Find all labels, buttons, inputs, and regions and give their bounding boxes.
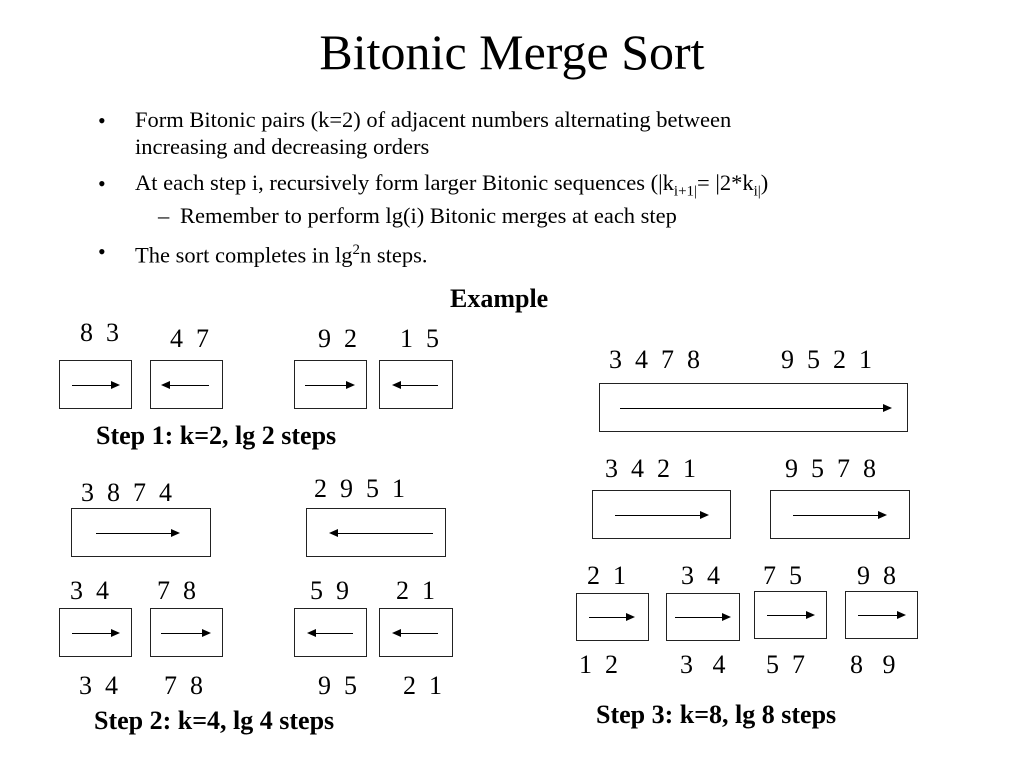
- bullet-dot: •: [98, 171, 106, 196]
- right-arrow-icon: [72, 633, 118, 634]
- bullet-2-mid: = |2*k: [697, 170, 754, 195]
- step-3-box-3: [754, 591, 827, 639]
- sub-bullet-1: Remember to perform lg(i) Bitonic merges at each step: [180, 203, 677, 228]
- bullet-2-post: ): [760, 170, 769, 195]
- step-3-result-pair-3: 5 7: [766, 650, 805, 679]
- step-3-result-pair-1: 1 2: [579, 650, 618, 679]
- step-1-box-1: [59, 360, 132, 409]
- step-2-result-pair-4: 2 1: [403, 671, 442, 700]
- step-2-box-3: [294, 608, 367, 657]
- left-arrow-icon: [394, 633, 438, 634]
- step-3-low-pair-2: 3 4: [681, 561, 720, 590]
- step-2-label: Step 2: k=4, lg 4 steps: [94, 706, 335, 735]
- step-3-result-pair-2: 3 4: [680, 650, 726, 679]
- left-arrow-icon: [309, 633, 353, 634]
- bullet-3-pre: The sort completes in lg: [135, 242, 353, 268]
- example-heading: Example: [450, 284, 549, 313]
- right-arrow-icon: [793, 515, 885, 516]
- right-arrow-icon: [72, 385, 118, 386]
- bullet-3-sup: 2: [352, 242, 360, 258]
- bullet-dot: •: [98, 239, 106, 264]
- step-1-box-2: [150, 360, 223, 409]
- step-3-box-4: [845, 591, 918, 639]
- step-2-box-1: [59, 608, 132, 657]
- right-arrow-icon: [858, 615, 904, 616]
- step-3-label: Step 3: k=8, lg 8 steps: [596, 700, 837, 729]
- slide-title: Bitonic Merge Sort: [319, 24, 705, 80]
- right-arrow-icon: [161, 633, 209, 634]
- left-arrow-icon: [163, 385, 209, 386]
- step-2-group-2: 2 9 5 1: [314, 474, 405, 503]
- right-arrow-icon: [96, 533, 178, 534]
- step-3-group-1: 3 4 7 8: [609, 345, 700, 374]
- right-arrow-icon: [589, 617, 633, 618]
- step-2-box-2: [150, 608, 223, 657]
- step-2-wide-box-2: [306, 508, 446, 557]
- bullet-2-sub-1: i+1|: [673, 183, 698, 200]
- step-3-box-1: [576, 593, 649, 641]
- bullet-1-line-1: Form Bitonic pairs (k=2) of adjacent numbers alternating between: [135, 107, 732, 132]
- bullet-1-line-2: increasing and decreasing orders: [135, 134, 430, 159]
- step-3-low-pair-3: 7 5: [763, 561, 802, 590]
- step-3-low-pair-4: 9 8: [857, 561, 896, 590]
- step-2-result-pair-3: 9 5: [318, 671, 357, 700]
- step-2-box-4: [379, 608, 453, 657]
- step-1-label: Step 1: k=2, lg 2 steps: [96, 421, 337, 450]
- right-arrow-icon: [305, 385, 353, 386]
- bullet-2-sub-2: i|: [753, 183, 761, 200]
- right-arrow-icon: [675, 617, 729, 618]
- step-3-full-box: [599, 383, 908, 432]
- bullet-3: [135, 237, 427, 269]
- step-3-low-pair-1: 2 1: [587, 561, 626, 590]
- right-arrow-icon: [620, 408, 890, 409]
- sub-bullet-dash: –: [158, 203, 170, 228]
- left-arrow-icon: [331, 533, 433, 534]
- step-2-mid-pair-3: 5 9: [310, 576, 349, 605]
- step-3-mid-group-2: 9 5 7 8: [785, 454, 876, 483]
- step-2-mid-pair-2: 7 8: [157, 576, 196, 605]
- step-3-result-pair-4: 8 9: [850, 650, 896, 679]
- right-arrow-icon: [767, 615, 813, 616]
- step-3-box-2: [666, 593, 740, 641]
- step-2-group-1: 3 8 7 4: [81, 478, 172, 507]
- step-2-wide-box-1: [71, 508, 211, 557]
- step-1-pair-2: 4 7: [170, 324, 209, 353]
- bullet-dot: •: [98, 108, 106, 133]
- step-1-pair-1: 8 3: [80, 318, 119, 347]
- step-3-group-2: 9 5 2 1: [781, 345, 872, 374]
- step-2-result-pair-1: 3 4: [79, 671, 118, 700]
- bullet-3-post: n steps.: [359, 242, 428, 268]
- step-1-box-4: [379, 360, 453, 409]
- step-3-half-box-2: [770, 490, 910, 539]
- step-1-pair-4: 1 5: [400, 324, 439, 353]
- step-1-pair-3: 9 2: [318, 324, 357, 353]
- step-2-result-pair-2: 7 8: [164, 671, 203, 700]
- step-3-half-box-1: [592, 490, 731, 539]
- bullet-2: [135, 169, 768, 206]
- step-2-mid-pair-4: 2 1: [396, 576, 435, 605]
- left-arrow-icon: [394, 385, 438, 386]
- right-arrow-icon: [615, 515, 707, 516]
- step-3-mid-group-1: 3 4 2 1: [605, 454, 696, 483]
- bullet-2-pre: At each step i, recursively form larger Bitonic sequences (|k: [135, 170, 674, 195]
- step-2-mid-pair-1: 3 4: [70, 576, 109, 605]
- step-1-box-3: [294, 360, 367, 409]
